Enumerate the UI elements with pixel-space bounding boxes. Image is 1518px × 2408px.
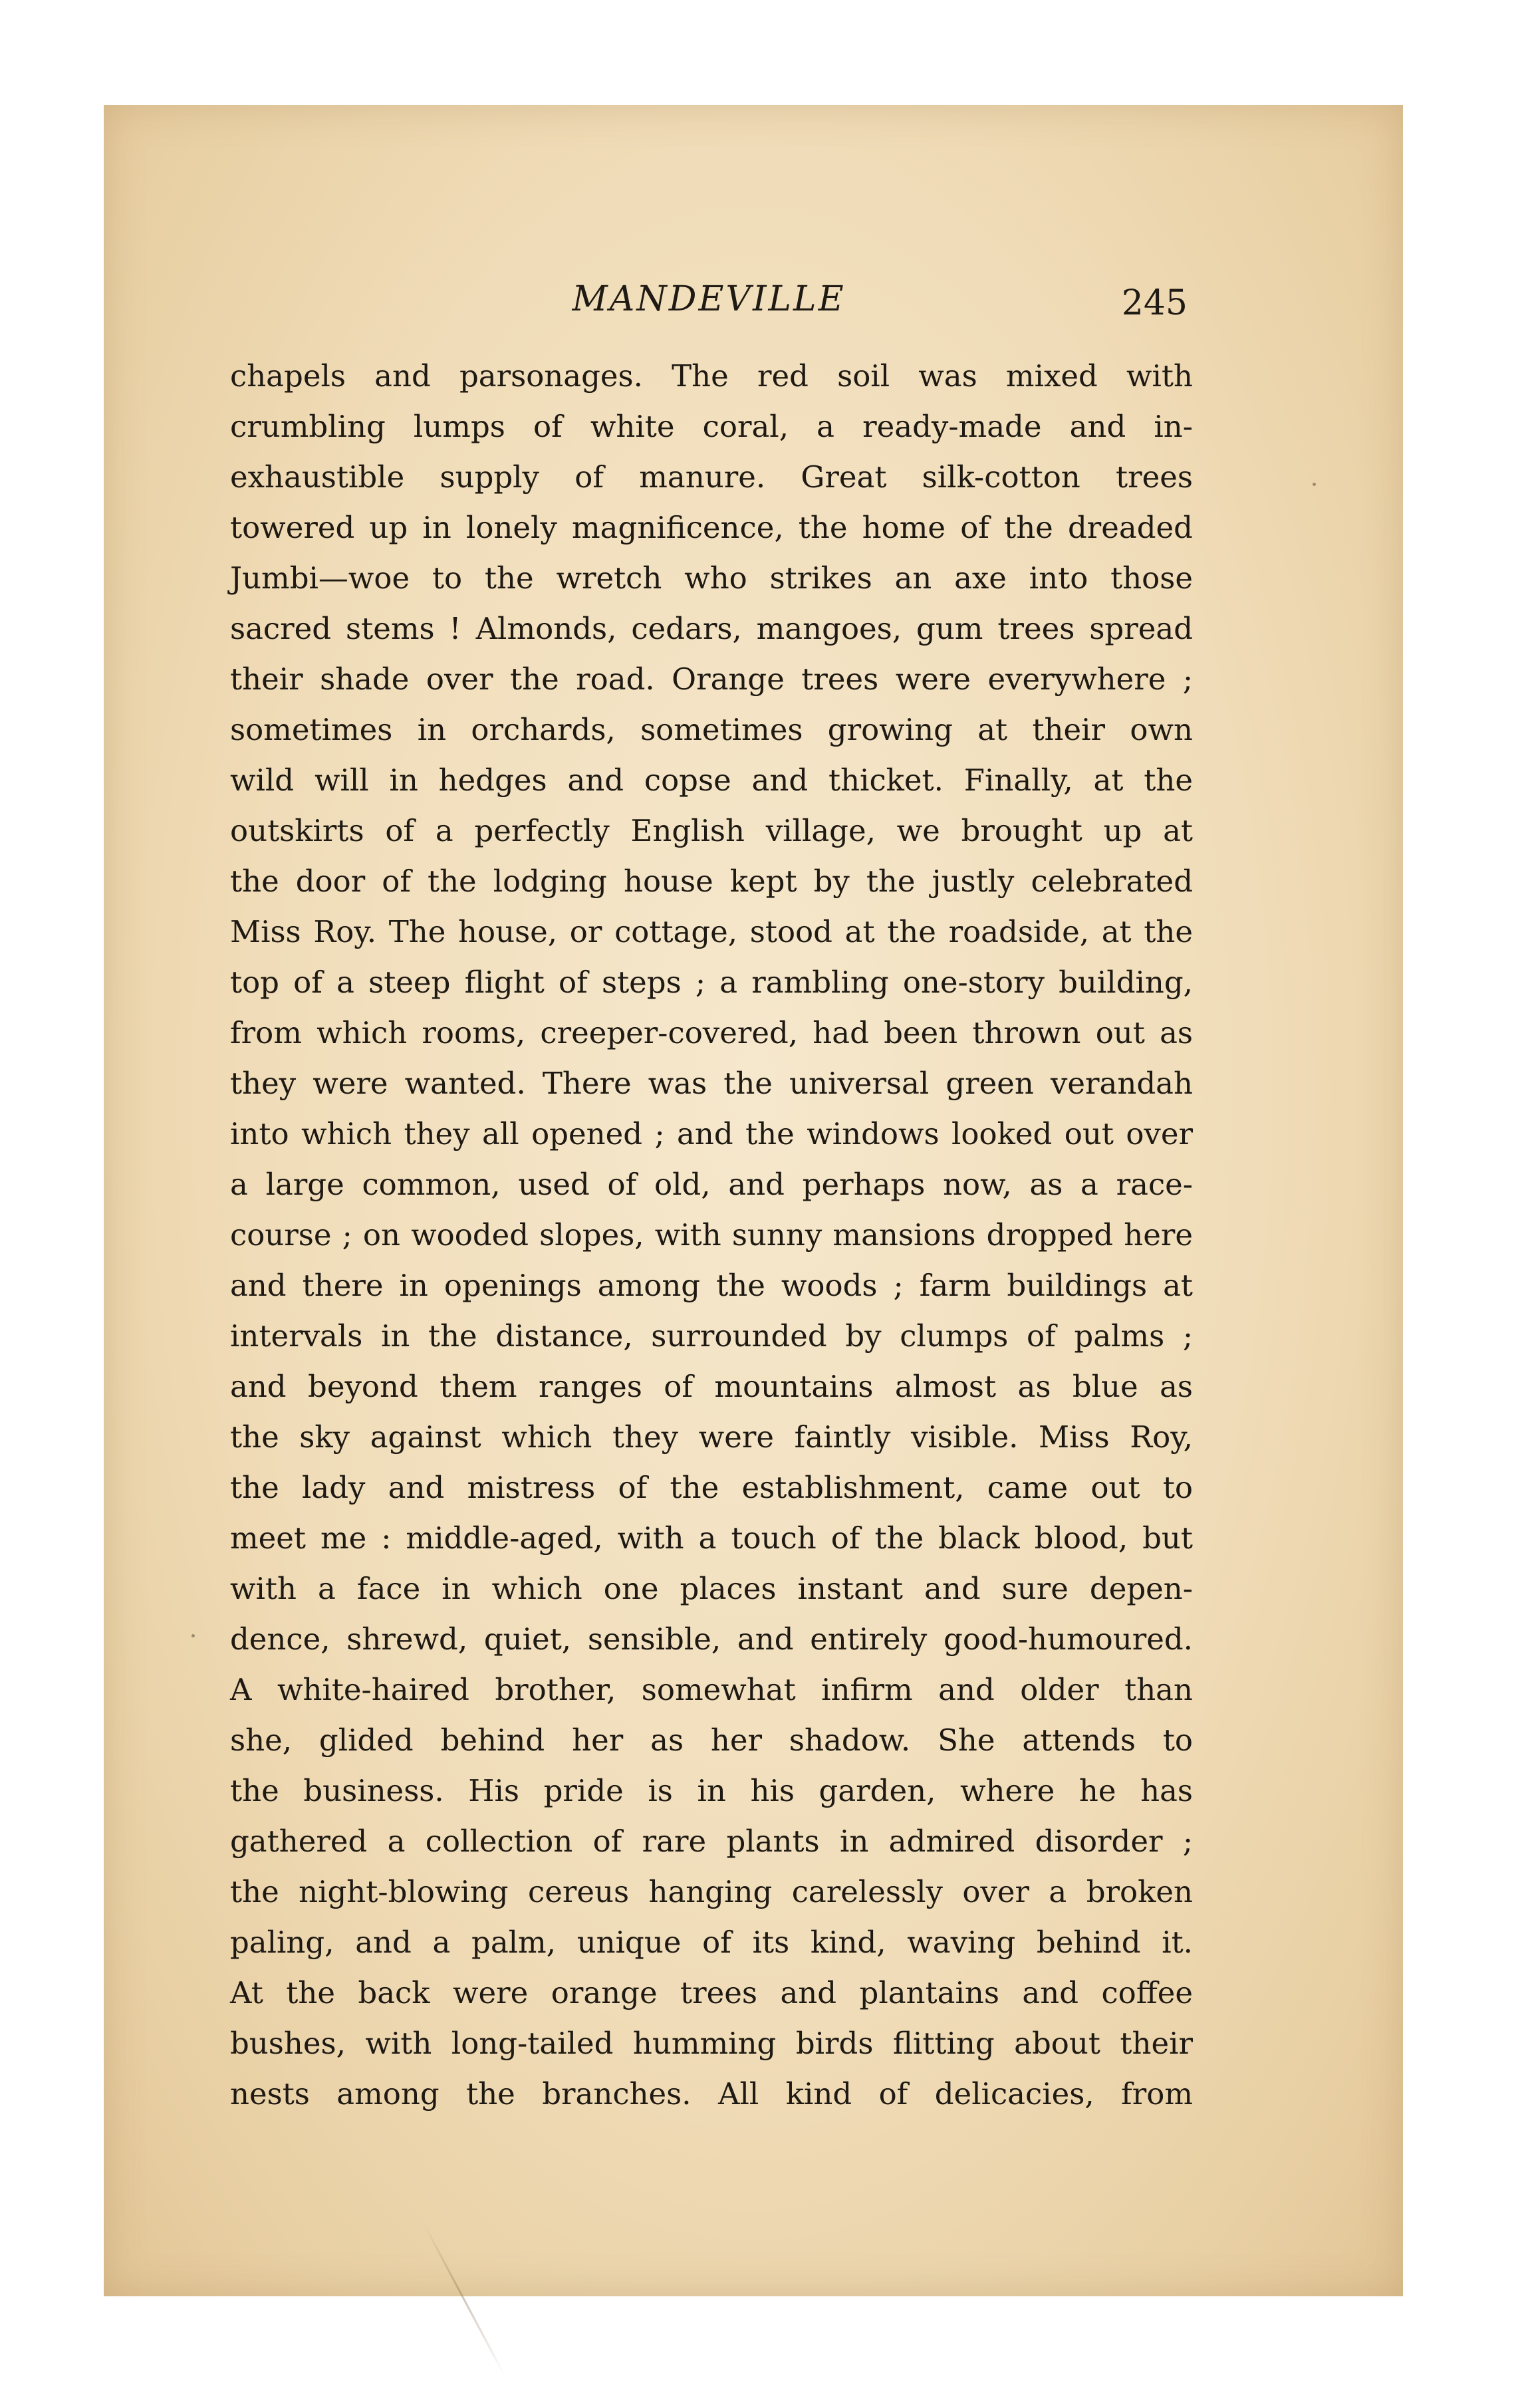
- text-line: paling, and a palm, unique of its kind, waving behind it.: [230, 1925, 1193, 1960]
- text-line: At the back were orange trees and plantains and coffee: [230, 1975, 1193, 2010]
- running-head-title: MANDEVILLE: [572, 279, 846, 319]
- text-line: Miss Roy. The house, or cottage, stood at the roadside, at the: [230, 914, 1193, 949]
- text-line: she, glided behind her as her shadow. She attends to: [230, 1723, 1193, 1758]
- text-line: sometimes in orchards, sometimes growing at their own: [230, 712, 1193, 747]
- paper-blemish: [1313, 483, 1316, 486]
- text-line: A white-haired brother, somewhat infirm and older than: [230, 1672, 1193, 1707]
- text-line: the sky against which they were faintly visible. Miss Roy,: [230, 1419, 1193, 1455]
- text-line: bushes, with long-tailed humming birds flitting about their: [230, 2026, 1193, 2061]
- paper-crease: [422, 2223, 505, 2376]
- text-line: the night-blowing cereus hanging carelessly over a broken: [230, 1874, 1193, 1909]
- text-line: dence, shrewd, quiet, sensible, and entirely good-humoured.: [230, 1622, 1193, 1657]
- text-line: exhaustible supply of manure. Great silk-cotton trees: [230, 459, 1193, 495]
- running-head: [230, 279, 1188, 339]
- text-line: the door of the lodging house kept by the justly celebrated: [230, 864, 1193, 899]
- text-line: sacred stems ! Almonds, cedars, mangoes, gum trees spread: [230, 611, 1193, 646]
- text-line: the lady and mistress of the establishment, came out to: [230, 1470, 1193, 1505]
- text-line: from which rooms, creeper-covered, had been thrown out as: [230, 1015, 1193, 1050]
- text-line: into which they all opened ; and the windows looked out over: [230, 1116, 1193, 1151]
- text-line: course ; on wooded slopes, with sunny mansions dropped here: [230, 1217, 1193, 1253]
- text-line: Jumbi—woe to the wretch who strikes an axe into those: [230, 560, 1193, 596]
- text-line: and beyond them ranges of mountains almost as blue as: [230, 1369, 1193, 1404]
- book-page: [104, 105, 1403, 2296]
- text-line: their shade over the road. Orange trees were everywhere ;: [230, 662, 1193, 697]
- text-line: crumbling lumps of white coral, a ready-made and in-: [230, 409, 1193, 444]
- paper-blemish: [191, 1634, 195, 1637]
- text-line: wild will in hedges and copse and thicket. Finally, at the: [230, 763, 1193, 798]
- text-line: they were wanted. There was the universal green verandah: [230, 1066, 1193, 1101]
- text-line: intervals in the distance, surrounded by clumps of palms ;: [230, 1318, 1193, 1354]
- text-line: gathered a collection of rare plants in admired disorder ;: [230, 1824, 1193, 1859]
- text-line: a large common, used of old, and perhaps now, as a race-: [230, 1167, 1193, 1202]
- text-line: with a face in which one places instant and sure depen-: [230, 1571, 1193, 1606]
- text-line: and there in openings among the woods ; farm buildings at: [230, 1268, 1193, 1303]
- text-line: nests among the branches. All kind of delicacies, from: [230, 2076, 1193, 2111]
- text-line: top of a steep flight of steps ; a rambling one-story building,: [230, 965, 1193, 1000]
- page-number: 245: [1121, 283, 1188, 323]
- text-line: outskirts of a perfectly English village, we brought up at: [230, 813, 1193, 848]
- text-line: towered up in lonely magnificence, the home of the dreaded: [230, 510, 1193, 545]
- text-line: the business. His pride is in his garden, where he has: [230, 1773, 1193, 1808]
- text-line: meet me : middle-aged, with a touch of the black blood, but: [230, 1520, 1193, 1556]
- text-line: chapels and parsonages. The red soil was mixed with: [230, 358, 1193, 394]
- body-text: [230, 351, 1193, 2119]
